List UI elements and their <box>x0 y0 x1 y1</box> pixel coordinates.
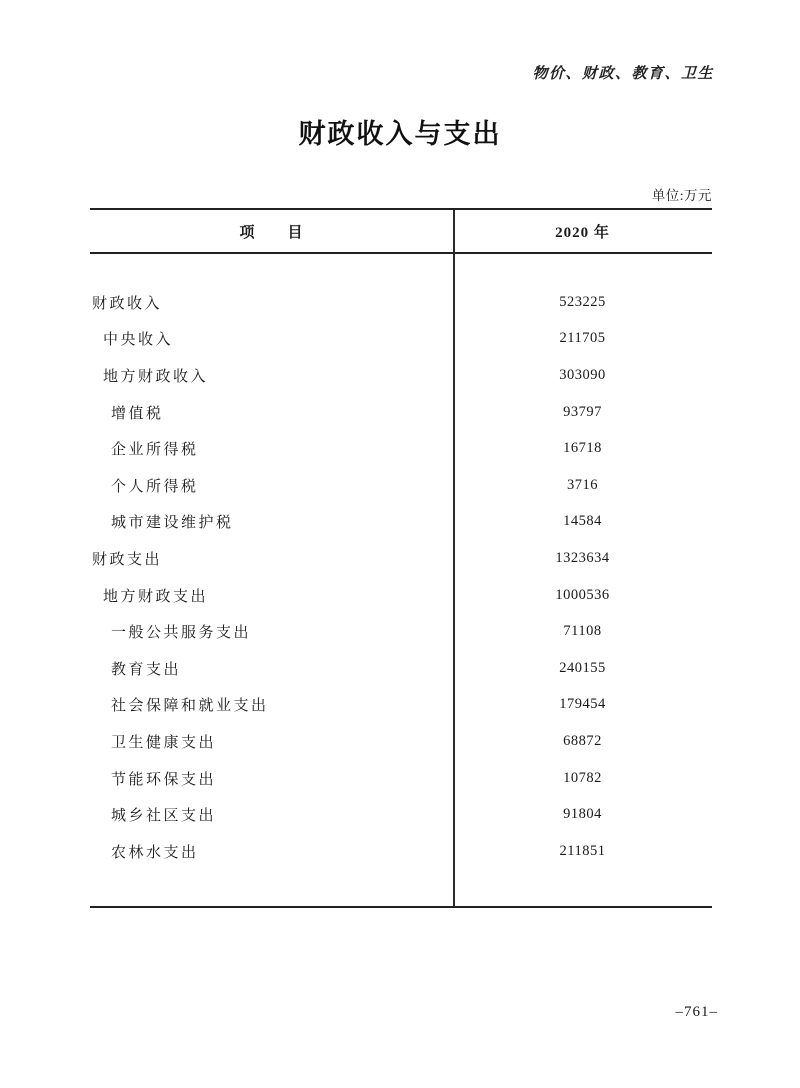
row-label: 企业所得税 <box>111 442 199 459</box>
table-row <box>90 687 712 724</box>
table-body <box>90 254 712 870</box>
row-value: 3716 <box>567 476 598 493</box>
row-value: 240155 <box>559 659 606 676</box>
row-label: 节能环保支出 <box>111 771 217 788</box>
column-divider <box>453 210 455 906</box>
row-value: 93797 <box>563 403 602 420</box>
table-row <box>90 430 712 467</box>
row-value: 71108 <box>563 623 602 640</box>
table-header-row <box>90 210 712 254</box>
row-value: 523225 <box>559 293 606 310</box>
table-row <box>90 650 712 687</box>
row-value: 16718 <box>563 440 602 457</box>
running-header: 物价、财政、教育、卫生 <box>532 66 714 82</box>
row-label: 中央收入 <box>103 332 174 349</box>
unit-note: 单位:万元 <box>651 188 712 203</box>
row-label: 城乡社区支出 <box>111 808 217 825</box>
table-row <box>90 394 712 431</box>
row-value: 10782 <box>563 769 602 786</box>
row-label: 个人所得税 <box>111 478 199 495</box>
row-label: 增值税 <box>111 405 164 422</box>
row-label: 社会保障和就业支出 <box>111 698 269 715</box>
column-header-item: 项 目 <box>239 224 304 241</box>
row-value: 68872 <box>563 732 602 749</box>
row-value: 1323634 <box>555 549 610 566</box>
row-value: 91804 <box>563 806 602 823</box>
table-row <box>90 540 712 577</box>
table-row <box>90 723 712 760</box>
row-value: 1000536 <box>555 586 610 603</box>
table-row <box>90 613 712 650</box>
row-value: 211705 <box>559 330 606 347</box>
table-row <box>90 321 712 358</box>
row-label: 教育支出 <box>111 661 182 678</box>
table-row <box>90 760 712 797</box>
page-title: 财政收入与支出 <box>298 119 502 149</box>
row-label: 一般公共服务支出 <box>111 625 252 642</box>
row-value: 179454 <box>559 696 606 713</box>
row-value: 211851 <box>559 842 606 859</box>
row-label: 财政支出 <box>92 551 163 568</box>
column-header-year: 2020 年 <box>555 224 610 241</box>
row-label: 地方财政收入 <box>103 368 209 385</box>
row-label: 财政收入 <box>92 295 163 312</box>
row-value: 303090 <box>559 366 606 383</box>
finance-table <box>90 208 712 908</box>
table-row <box>90 504 712 541</box>
row-label: 农林水支出 <box>111 844 199 861</box>
table-row <box>90 796 712 833</box>
row-label: 卫生健康支出 <box>111 734 217 751</box>
table-row <box>90 284 712 321</box>
page-number: –761– <box>675 1004 718 1020</box>
row-label: 城市建设维护税 <box>111 515 234 532</box>
row-value: 14584 <box>563 513 602 530</box>
table-row <box>90 467 712 504</box>
table-row <box>90 577 712 614</box>
table-row <box>90 357 712 394</box>
row-label: 地方财政支出 <box>103 588 209 605</box>
table-row <box>90 833 712 870</box>
